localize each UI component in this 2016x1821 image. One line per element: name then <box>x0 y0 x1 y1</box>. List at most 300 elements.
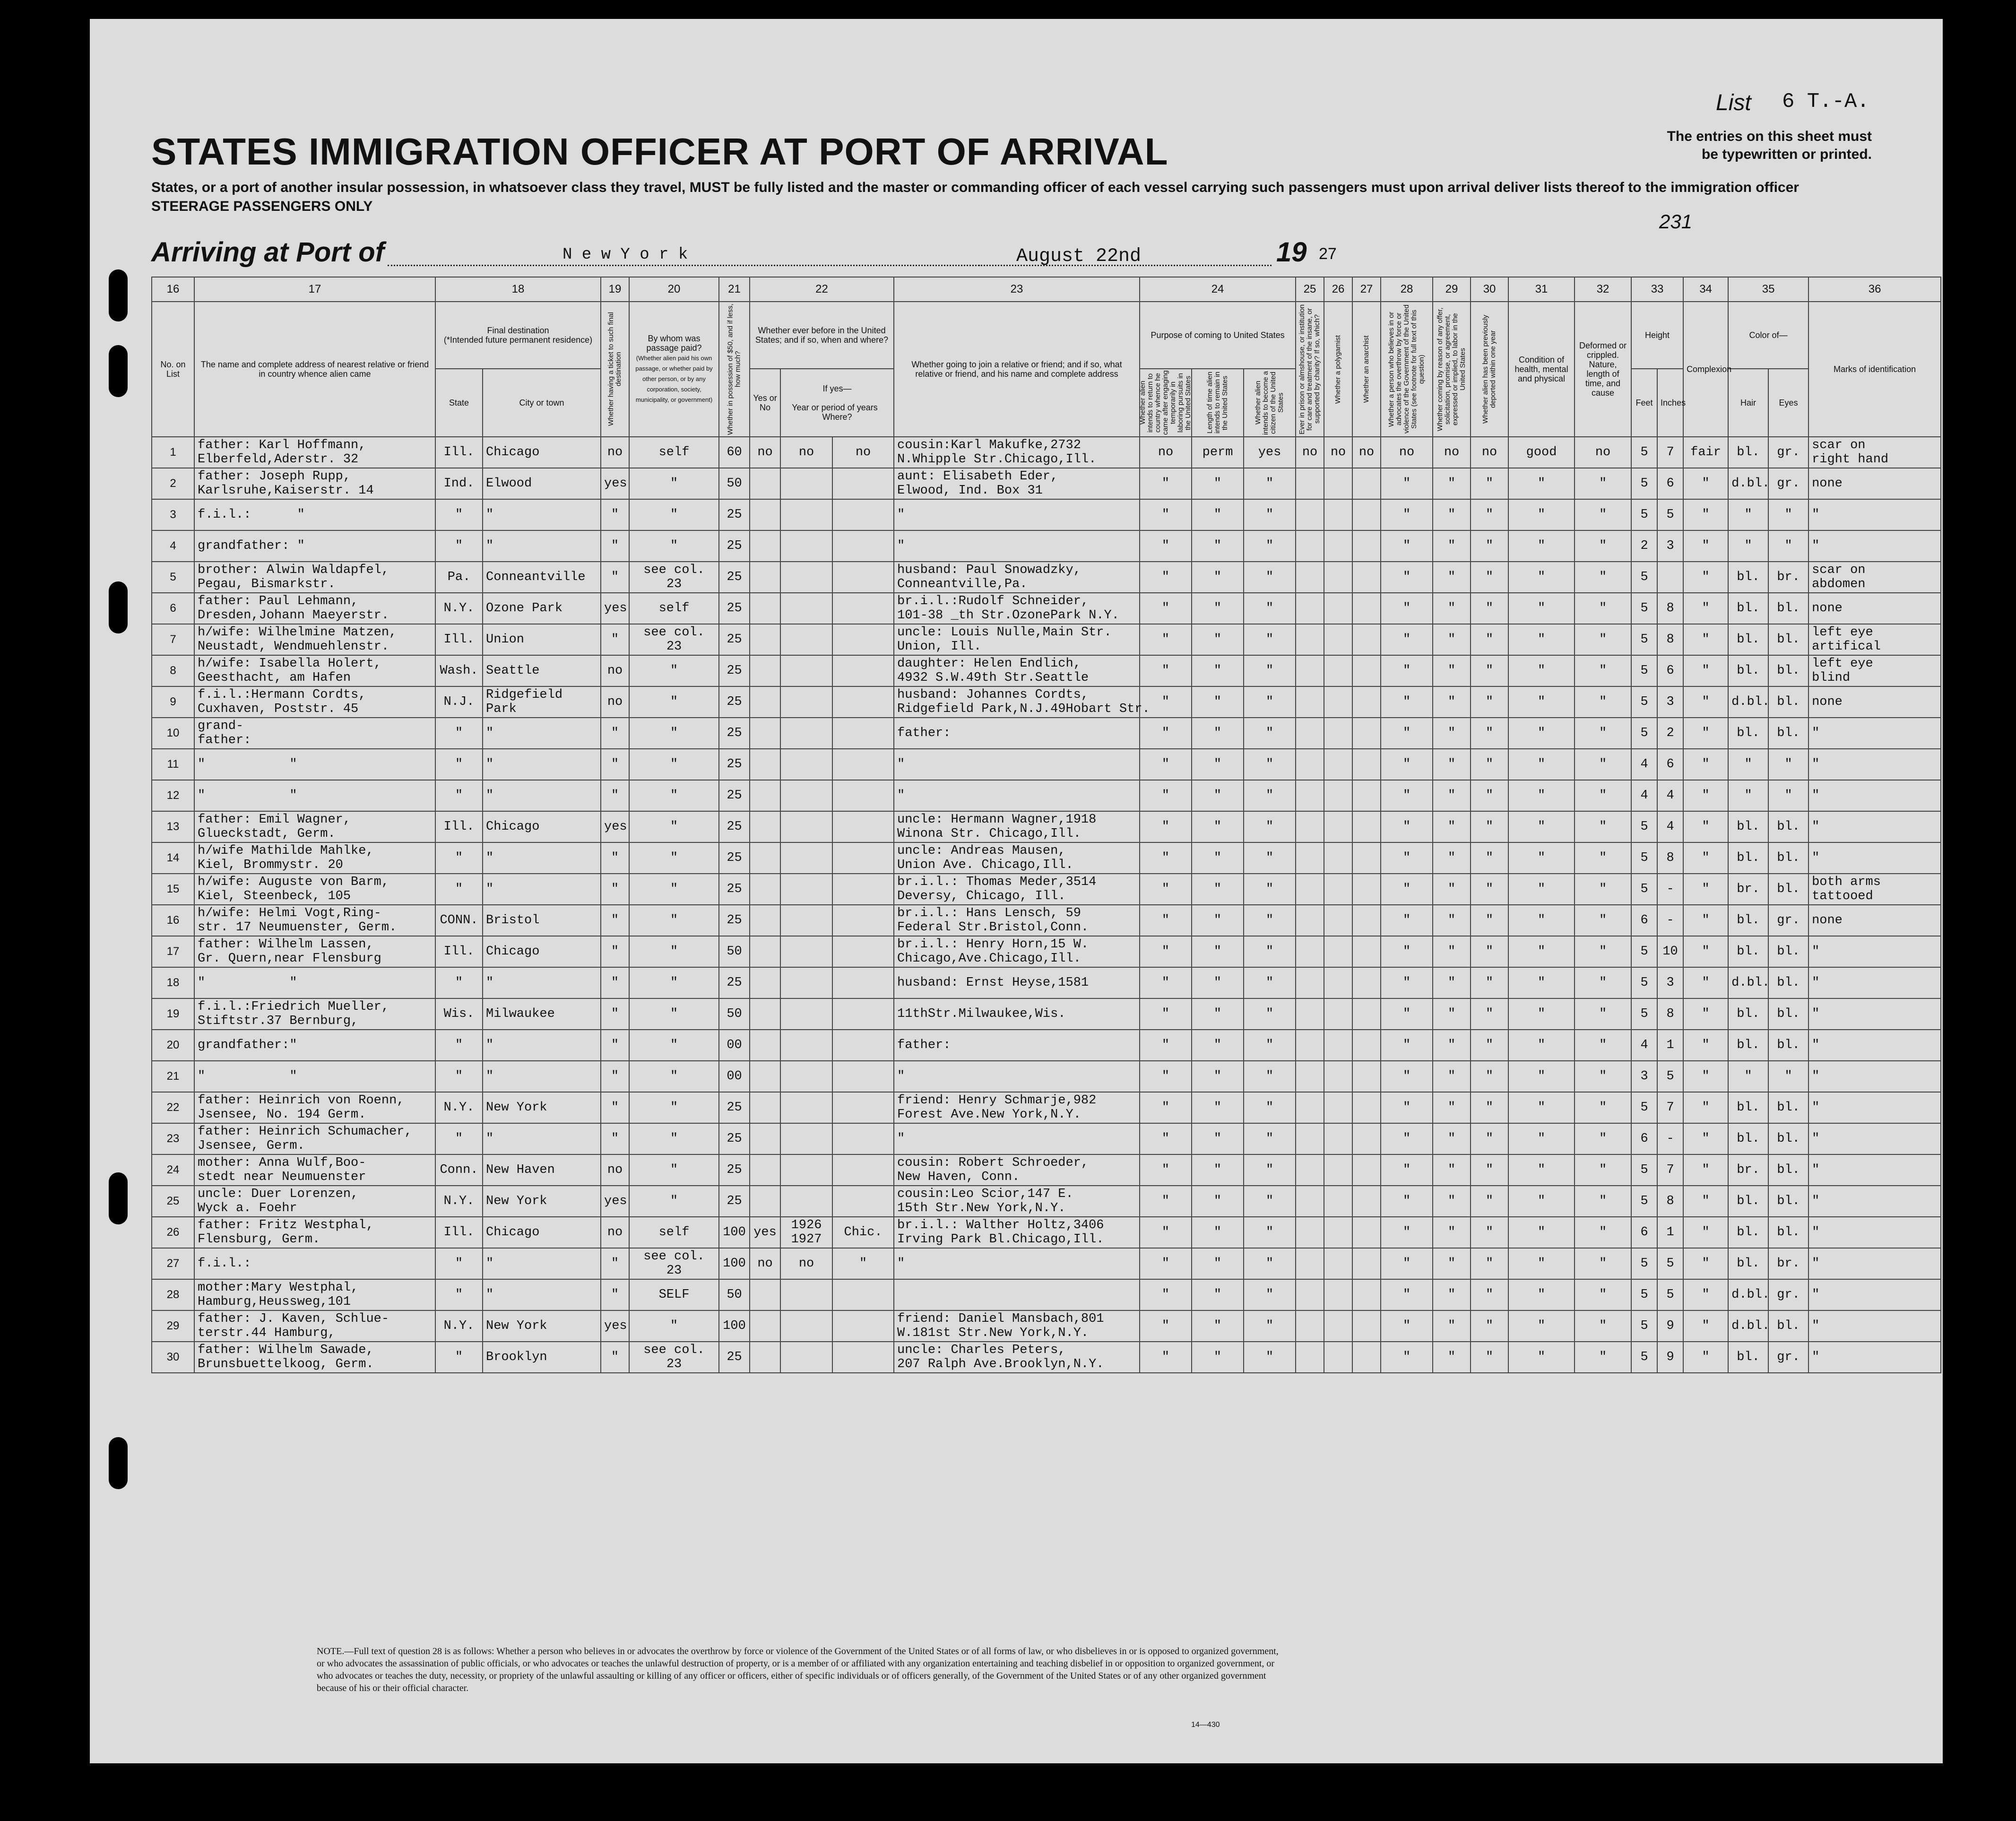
where-cell <box>832 905 894 936</box>
ticket-cell: " <box>601 530 629 562</box>
list-number: 6 T.-A. <box>1782 90 1869 113</box>
state-cell: " <box>435 1248 483 1279</box>
years-cell <box>780 1092 832 1123</box>
where-cell <box>832 718 894 749</box>
years-cell <box>780 718 832 749</box>
deformed-cell: no <box>1575 437 1631 468</box>
row-number: 21 <box>152 1061 194 1092</box>
header-city: City or town <box>483 369 601 437</box>
joining-relative-cell: cousin: Robert Schroeder, New Haven, Conn. <box>894 1154 1140 1186</box>
ticket-cell: " <box>601 936 629 967</box>
complexion-cell: " <box>1683 811 1728 842</box>
money-cell: 25 <box>719 1123 750 1154</box>
header-joining-relative: Whether going to join a relative or friend; and if so, what relative or friend, and his name and complete address <box>894 302 1140 437</box>
col30-cell: " <box>1471 780 1508 811</box>
joining-relative-cell: uncle: Louis Nulle,Main Str. Union, Ill. <box>894 624 1140 655</box>
table-row <box>152 967 1941 998</box>
header-purpose-b: Length of time alien intends to remain in the United States <box>1192 369 1244 437</box>
hair-cell: bl. <box>1728 437 1768 468</box>
money-cell: 25 <box>719 1342 750 1373</box>
joining-relative-cell: " <box>894 1248 1140 1279</box>
col29-cell: " <box>1433 967 1471 998</box>
purpose-b-cell: " <box>1192 1279 1244 1310</box>
col29-cell: " <box>1433 1030 1471 1061</box>
row-number: 11 <box>152 749 194 780</box>
complexion-cell: " <box>1683 1310 1728 1342</box>
passage-paid-cell: " <box>629 1310 719 1342</box>
purpose-a-cell: " <box>1140 499 1192 530</box>
where-cell <box>832 1123 894 1154</box>
marks-cell: " <box>1808 811 1941 842</box>
complexion-cell: " <box>1683 624 1728 655</box>
ticket-cell: " <box>601 1248 629 1279</box>
col28-cell: " <box>1381 905 1433 936</box>
col29-cell: " <box>1433 530 1471 562</box>
before-in-us-cell <box>750 499 780 530</box>
purpose-a-cell: " <box>1140 749 1192 780</box>
col29-cell: " <box>1433 1342 1471 1373</box>
money-cell: 25 <box>719 593 750 624</box>
polygamist-cell <box>1324 967 1352 998</box>
col30-cell: " <box>1471 874 1508 905</box>
col30-cell: " <box>1471 499 1508 530</box>
eyes-cell: gr. <box>1768 1279 1808 1310</box>
complexion-cell: " <box>1683 1248 1728 1279</box>
joining-relative-cell: br.i.l.: Thomas Meder,3514 Deversy, Chicago, Ill. <box>894 874 1140 905</box>
relative-cell: mother:Mary Westphal, Hamburg,Heussweg,101 <box>194 1279 435 1310</box>
years-cell <box>780 780 832 811</box>
col28-cell: " <box>1381 718 1433 749</box>
complexion-cell: " <box>1683 749 1728 780</box>
relative-cell: h/wife: Isabella Holert, Geesthacht, am Hafen <box>194 655 435 686</box>
table-row <box>152 593 1941 624</box>
column-number: 36 <box>1808 277 1941 302</box>
prison-cell <box>1296 842 1324 874</box>
column-number: 18 <box>435 277 601 302</box>
passage-paid-cell: see col. 23 <box>629 1342 719 1373</box>
year-or-period-label: Year or period of years <box>792 403 878 412</box>
inches-cell: 6 <box>1657 655 1683 686</box>
joining-relative-cell: daughter: Helen Endlich, 4932 S.W.49th Str.Seattle <box>894 655 1140 686</box>
ticket-cell: no <box>601 1154 629 1186</box>
where-cell <box>832 499 894 530</box>
header-health: Condition of health, mental and physical <box>1508 302 1575 437</box>
relative-cell: father: Joseph Rupp, Karlsruhe,Kaiserstr. 14 <box>194 468 435 499</box>
table-row <box>152 1279 1941 1310</box>
deformed-cell: " <box>1575 1061 1631 1092</box>
purpose-a-cell: " <box>1140 780 1192 811</box>
complexion-cell: " <box>1683 1154 1728 1186</box>
deformed-cell: " <box>1575 1279 1631 1310</box>
purpose-b-cell: " <box>1192 998 1244 1030</box>
inches-cell: 2 <box>1657 718 1683 749</box>
purpose-a-cell: " <box>1140 1248 1192 1279</box>
col30-cell: " <box>1471 624 1508 655</box>
feet-cell: 5 <box>1631 437 1657 468</box>
relative-cell: h/wife: Helmi Vogt,Ring- str. 17 Neumuenster, Germ. <box>194 905 435 936</box>
ticket-cell: yes <box>601 1186 629 1217</box>
row-number: 17 <box>152 936 194 967</box>
city-cell: " <box>483 718 601 749</box>
before-in-us-cell <box>750 686 780 718</box>
years-cell: 1926 1927 <box>780 1217 832 1248</box>
state-cell: " <box>435 780 483 811</box>
money-cell: 25 <box>719 1154 750 1186</box>
purpose-b-cell: " <box>1192 593 1244 624</box>
feet-cell: 5 <box>1631 1310 1657 1342</box>
column-number: 25 <box>1296 277 1324 302</box>
anarchist-cell <box>1352 1279 1381 1310</box>
col28-cell: " <box>1381 1154 1433 1186</box>
complexion-cell: " <box>1683 1186 1728 1217</box>
joining-relative-cell: 11thStr.Milwaukee,Wis. <box>894 998 1140 1030</box>
col28-cell: " <box>1381 468 1433 499</box>
inches-cell: 6 <box>1657 749 1683 780</box>
table-row <box>152 1061 1941 1092</box>
health-cell: " <box>1508 811 1575 842</box>
column-number: 26 <box>1324 277 1352 302</box>
polygamist-cell <box>1324 749 1352 780</box>
polygamist-cell <box>1324 718 1352 749</box>
eyes-cell: " <box>1768 780 1808 811</box>
deformed-cell: " <box>1575 780 1631 811</box>
marks-cell: " <box>1808 718 1941 749</box>
complexion-cell: " <box>1683 780 1728 811</box>
joining-relative-cell: br.i.l.: Hans Lensch, 59 Federal Str.Bristol,Conn. <box>894 905 1140 936</box>
money-cell: 00 <box>719 1030 750 1061</box>
inches-cell: 8 <box>1657 998 1683 1030</box>
row-number: 25 <box>152 1186 194 1217</box>
inches-cell: 10 <box>1657 936 1683 967</box>
table-row <box>152 530 1941 562</box>
before-in-us-cell <box>750 998 780 1030</box>
col28-cell: " <box>1381 1217 1433 1248</box>
complexion-cell: " <box>1683 1342 1728 1373</box>
complexion-cell: " <box>1683 1123 1728 1154</box>
hair-cell: " <box>1728 780 1768 811</box>
polygamist-cell <box>1324 1342 1352 1373</box>
years-cell <box>780 1123 832 1154</box>
health-cell: " <box>1508 874 1575 905</box>
anarchist-cell <box>1352 499 1381 530</box>
years-cell <box>780 468 832 499</box>
where-cell <box>832 749 894 780</box>
anarchist-cell <box>1352 811 1381 842</box>
form-number: 14—430 <box>1191 1721 1220 1729</box>
col30-cell: " <box>1471 686 1508 718</box>
years-cell: no <box>780 1248 832 1279</box>
where-cell <box>832 686 894 718</box>
state-cell: " <box>435 499 483 530</box>
col30-cell: " <box>1471 936 1508 967</box>
purpose-b-cell: " <box>1192 718 1244 749</box>
inches-cell: 9 <box>1657 1310 1683 1342</box>
eyes-cell: bl. <box>1768 998 1808 1030</box>
relative-cell: father: Emil Wagner, Glueckstadt, Germ. <box>194 811 435 842</box>
marks-cell: scar on abdomen <box>1808 562 1941 593</box>
state-cell: " <box>435 718 483 749</box>
eyes-cell: bl. <box>1768 1030 1808 1061</box>
hair-cell: bl. <box>1728 842 1768 874</box>
passage-paid-cell: " <box>629 780 719 811</box>
purpose-c-cell: " <box>1244 624 1296 655</box>
polygamist-cell <box>1324 811 1352 842</box>
header-state: State <box>435 369 483 437</box>
polygamist-cell <box>1324 780 1352 811</box>
table-row <box>152 624 1941 655</box>
purpose-b-cell: " <box>1192 905 1244 936</box>
eyes-cell: bl. <box>1768 967 1808 998</box>
years-cell <box>780 967 832 998</box>
joining-relative-cell: uncle: Charles Peters, 207 Ralph Ave.Brooklyn,N.Y. <box>894 1342 1140 1373</box>
col29-cell: " <box>1433 718 1471 749</box>
purpose-a-cell: " <box>1140 1342 1192 1373</box>
before-in-us-cell <box>750 1030 780 1061</box>
where-cell <box>832 1342 894 1373</box>
purpose-a-cell: " <box>1140 874 1192 905</box>
relative-cell: " " <box>194 1061 435 1092</box>
health-cell: " <box>1508 998 1575 1030</box>
column-number: 32 <box>1575 277 1631 302</box>
inches-cell: 6 <box>1657 468 1683 499</box>
deformed-cell: " <box>1575 811 1631 842</box>
before-in-us-cell: no <box>750 437 780 468</box>
prison-cell <box>1296 1123 1324 1154</box>
anarchist-cell <box>1352 1030 1381 1061</box>
purpose-c-cell: " <box>1244 811 1296 842</box>
header-passage-paid <box>629 302 719 437</box>
arrival-date: August 22nd <box>1016 246 1142 267</box>
money-cell: 00 <box>719 1061 750 1092</box>
passage-paid-cell: " <box>629 874 719 905</box>
eyes-cell: bl. <box>1768 1310 1808 1342</box>
relative-cell: " " <box>194 749 435 780</box>
state-cell: " <box>435 530 483 562</box>
row-number: 10 <box>152 718 194 749</box>
state-cell: Pa. <box>435 562 483 593</box>
purpose-a-cell: " <box>1140 468 1192 499</box>
header-ticket: Whether having a ticket to such final destination <box>601 302 629 437</box>
hair-cell: " <box>1728 1061 1768 1092</box>
ticket-cell: " <box>601 780 629 811</box>
inches-cell: 3 <box>1657 686 1683 718</box>
prison-cell: no <box>1296 437 1324 468</box>
where-cell <box>832 1061 894 1092</box>
where-cell: " <box>832 1248 894 1279</box>
column-number: 34 <box>1683 277 1728 302</box>
col28-cell: " <box>1381 530 1433 562</box>
row-number: 20 <box>152 1030 194 1061</box>
table-row <box>152 718 1941 749</box>
health-cell: " <box>1508 499 1575 530</box>
col30-cell: " <box>1471 1061 1508 1092</box>
header-color-of: Color of— <box>1728 302 1808 369</box>
money-cell: 50 <box>719 936 750 967</box>
feet-cell: 5 <box>1631 624 1657 655</box>
col29-cell: " <box>1433 905 1471 936</box>
marks-cell: " <box>1808 1030 1941 1061</box>
eyes-cell: bl. <box>1768 1154 1808 1186</box>
purpose-c-cell: " <box>1244 1092 1296 1123</box>
purpose-b-cell: " <box>1192 1310 1244 1342</box>
ticket-cell: no <box>601 655 629 686</box>
passage-paid-cell: " <box>629 1030 719 1061</box>
inches-cell: 5 <box>1657 1061 1683 1092</box>
city-cell: Chicago <box>483 811 601 842</box>
deformed-cell: " <box>1575 905 1631 936</box>
before-in-us-cell <box>750 811 780 842</box>
before-in-us-cell <box>750 1279 780 1310</box>
anarchist-cell <box>1352 998 1381 1030</box>
joining-relative-cell: " <box>894 1123 1140 1154</box>
header-complexion: Complexion <box>1683 302 1728 437</box>
state-cell: Ill. <box>435 811 483 842</box>
ticket-cell: no <box>601 437 629 468</box>
city-cell: " <box>483 1123 601 1154</box>
passage-paid-cell: see col. 23 <box>629 1248 719 1279</box>
health-cell: " <box>1508 530 1575 562</box>
passage-paid-cell: " <box>629 1092 719 1123</box>
marks-cell: none <box>1808 593 1941 624</box>
city-cell: Brooklyn <box>483 1342 601 1373</box>
health-cell: " <box>1508 562 1575 593</box>
col30-cell: " <box>1471 1123 1508 1154</box>
feet-cell: 4 <box>1631 1030 1657 1061</box>
prison-cell <box>1296 499 1324 530</box>
table-row <box>152 1186 1941 1217</box>
row-number: 8 <box>152 655 194 686</box>
purpose-c-cell: " <box>1244 1279 1296 1310</box>
list-label: List <box>1716 90 1751 115</box>
arrival-line <box>151 236 1390 268</box>
state-cell: " <box>435 1279 483 1310</box>
purpose-b-cell: " <box>1192 1092 1244 1123</box>
col29-cell: " <box>1433 562 1471 593</box>
complexion-cell: " <box>1683 1030 1728 1061</box>
money-cell: 25 <box>719 811 750 842</box>
punch-hole <box>109 581 128 633</box>
row-number: 6 <box>152 593 194 624</box>
purpose-a-cell: " <box>1140 624 1192 655</box>
complexion-cell: " <box>1683 1092 1728 1123</box>
ticket-cell: no <box>601 1217 629 1248</box>
prison-cell <box>1296 874 1324 905</box>
col30-cell: " <box>1471 811 1508 842</box>
polygamist-cell <box>1324 905 1352 936</box>
years-cell <box>780 842 832 874</box>
health-cell: " <box>1508 1217 1575 1248</box>
inches-cell: - <box>1657 905 1683 936</box>
joining-relative-cell: husband: Paul Snowadzky, Conneantville,Pa. <box>894 562 1140 593</box>
purpose-a-cell: " <box>1140 1154 1192 1186</box>
money-cell: 25 <box>719 718 750 749</box>
joining-relative-cell: friend: Henry Schmarje,982 Forest Ave.New York,N.Y. <box>894 1092 1140 1123</box>
table-row <box>152 1310 1941 1342</box>
col29-cell: " <box>1433 1123 1471 1154</box>
polygamist-cell <box>1324 624 1352 655</box>
health-cell: " <box>1508 1030 1575 1061</box>
relative-cell: f.i.l.: " <box>194 499 435 530</box>
marks-cell: " <box>1808 1342 1941 1373</box>
purpose-b-cell: " <box>1192 842 1244 874</box>
purpose-a-cell: no <box>1140 437 1192 468</box>
table-row <box>152 1123 1941 1154</box>
hair-cell: bl. <box>1728 1342 1768 1373</box>
marks-cell: " <box>1808 1186 1941 1217</box>
relative-cell: grandfather:" <box>194 1030 435 1061</box>
hair-cell: " <box>1728 499 1768 530</box>
purpose-a-cell: " <box>1140 1310 1192 1342</box>
header-col28: Whether a person who believes in or advocates the overthrow by force or violence of the Government of the United States (see footnote for full text of this question) <box>1381 302 1433 437</box>
inches-cell: 4 <box>1657 811 1683 842</box>
anarchist-cell <box>1352 1186 1381 1217</box>
col28-cell: " <box>1381 593 1433 624</box>
ticket-cell: " <box>601 499 629 530</box>
punch-hole <box>109 345 128 397</box>
eyes-cell: bl. <box>1768 936 1808 967</box>
health-cell: " <box>1508 1342 1575 1373</box>
city-cell: " <box>483 967 601 998</box>
purpose-b-cell: " <box>1192 780 1244 811</box>
col29-cell: " <box>1433 842 1471 874</box>
passage-paid-cell: " <box>629 1061 719 1092</box>
city-cell: Bristol <box>483 905 601 936</box>
col28-cell: " <box>1381 780 1433 811</box>
money-cell: 25 <box>719 780 750 811</box>
row-number: 28 <box>152 1279 194 1310</box>
where-cell <box>832 967 894 998</box>
before-in-us-cell <box>750 1186 780 1217</box>
purpose-b-cell: perm <box>1192 437 1244 468</box>
inches-cell: 7 <box>1657 437 1683 468</box>
purpose-c-cell: " <box>1244 998 1296 1030</box>
inches-cell: 8 <box>1657 842 1683 874</box>
anarchist-cell <box>1352 780 1381 811</box>
feet-cell: 5 <box>1631 811 1657 842</box>
marks-cell: " <box>1808 1123 1941 1154</box>
purpose-c-cell: " <box>1244 562 1296 593</box>
purpose-c-cell: yes <box>1244 437 1296 468</box>
purpose-c-cell: " <box>1244 1123 1296 1154</box>
hair-cell: d.bl. <box>1728 1310 1768 1342</box>
column-number-row <box>152 277 1941 302</box>
purpose-b-cell: " <box>1192 499 1244 530</box>
purpose-a-cell: " <box>1140 718 1192 749</box>
passage-paid-cell: " <box>629 842 719 874</box>
prison-cell <box>1296 1248 1324 1279</box>
footnote: NOTE.—Full text of question 28 is as follows: Whether a person who believes in or advocates the overthrow by force or violence of the Government of the United States or of all forms of law, or who disbelieves in or is opposed to organized government, or who advocates the assassination of public officials, or who advocates or teaches the unlawful destruction of property, or is a member of or affiliated with any organization entertaining and teaching disbelief in or opposition to organized government, or who advocates or teaches the duty, necessity, or propriety of the unlawful assaulting or killing of any officer or officers, either of specific individuals or of officers generally, of the Government of the United States or of any other organized government because of his or their official character. <box>317 1646 1279 1693</box>
deformed-cell: " <box>1575 686 1631 718</box>
col28-cell: " <box>1381 842 1433 874</box>
deformed-cell: " <box>1575 1154 1631 1186</box>
purpose-a-cell: " <box>1140 1279 1192 1310</box>
deformed-cell: " <box>1575 1123 1631 1154</box>
row-number: 1 <box>152 437 194 468</box>
state-cell: N.Y. <box>435 1186 483 1217</box>
state-cell: " <box>435 1030 483 1061</box>
health-cell: " <box>1508 686 1575 718</box>
before-in-us-cell <box>750 624 780 655</box>
col29-cell: " <box>1433 624 1471 655</box>
ticket-cell: " <box>601 967 629 998</box>
state-cell: " <box>435 967 483 998</box>
before-in-us-cell <box>750 1061 780 1092</box>
money-cell: 50 <box>719 1279 750 1310</box>
passage-paid-cell: " <box>629 998 719 1030</box>
health-cell: " <box>1508 967 1575 998</box>
purpose-b-cell: " <box>1192 874 1244 905</box>
polygamist-cell <box>1324 1186 1352 1217</box>
